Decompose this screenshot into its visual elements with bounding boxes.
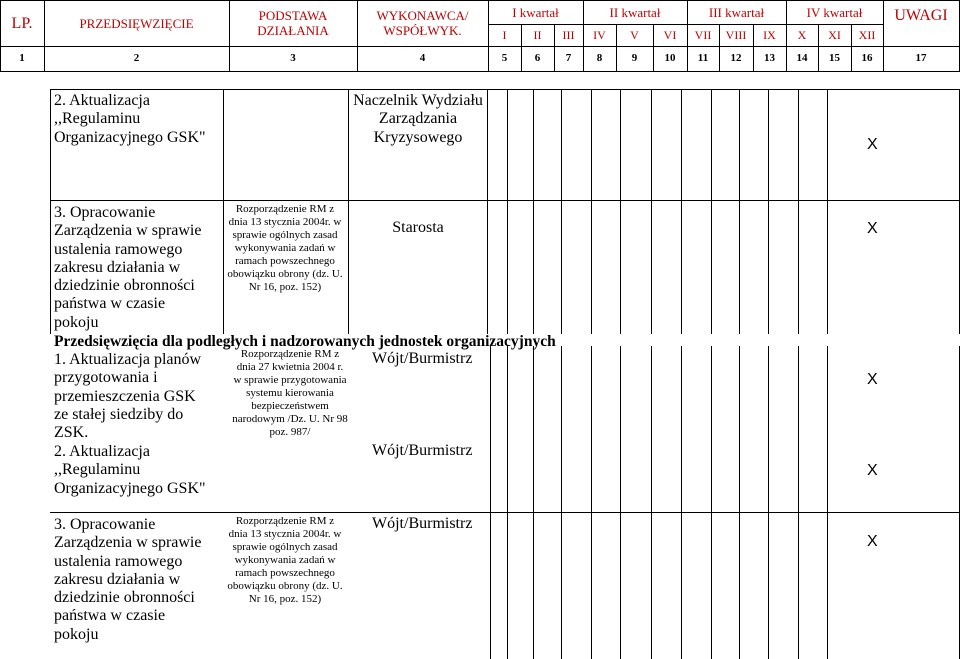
task-line: państwa w czasie (54, 607, 166, 625)
col-num-14: 14 (796, 52, 808, 64)
col-num-9: 9 (631, 52, 638, 64)
executor-line: Naczelnik Wydziału (353, 92, 483, 109)
header-month-10: X (797, 27, 807, 42)
task-line: 3. Opracowanie (54, 204, 156, 221)
basis-line: sprawie ogólnych zasad (232, 541, 338, 553)
header-wykonawca-line1: WYKONAWCA/ (376, 8, 469, 23)
row-task (54, 516, 201, 644)
col-num-5: 5 (501, 52, 508, 64)
basis-line: obowiązku obrony (dz. U. (227, 580, 343, 592)
header-month-8: VIII (725, 27, 747, 42)
col-num-8: 8 (596, 52, 603, 64)
task-line: dziedzinie obronności (54, 589, 195, 607)
header-month-1: I (502, 27, 507, 42)
header-quarter-2: II kwartał (609, 4, 661, 20)
basis-line: dnia 27 kwietnia 2004 r. (236, 361, 344, 373)
task-line: ,,Regulaminu (54, 110, 141, 128)
col-num-11: 11 (697, 52, 709, 64)
header-month-9: IX (763, 27, 776, 42)
row-executor: Wójt/Burmistrz (372, 442, 473, 459)
header-quarter-1: I kwartał (512, 4, 559, 20)
task-line: zakresu działania w (54, 570, 181, 588)
row-basis (224, 203, 346, 294)
basis-line: ramach powszechnego (235, 255, 335, 267)
col-num-16: 16 (861, 52, 873, 64)
col-num-17: 17 (915, 52, 927, 64)
row-executor (352, 92, 484, 147)
task-line: ZSK. (54, 424, 89, 442)
col-num-6: 6 (534, 52, 541, 64)
header-quarter-4: IV kwartał (806, 4, 863, 20)
col-num-1: 1 (19, 52, 25, 64)
task-line: pokoju (54, 625, 99, 643)
row-task (54, 351, 201, 442)
header-month-12: XII (858, 27, 876, 42)
basis-line: Nr 16, poz. 152) (248, 593, 322, 605)
basis-line: Rozporządzenie RM z (235, 203, 335, 215)
header-month-2: II (533, 27, 542, 42)
row-mark: X (867, 220, 878, 237)
row-mark: X (867, 462, 878, 479)
task-line: 1. Aktualizacja planów (54, 351, 202, 368)
col-num-4: 4 (419, 52, 426, 64)
basis-line: systemu kierowania (246, 387, 334, 399)
header-quarter-3: III kwartał (708, 4, 765, 20)
task-line: 2. Aktualizacja (54, 443, 150, 460)
header-wykonawca-line2: WSPÓŁWYK. (383, 23, 462, 38)
section-title: Przedsięwzięcia dla podległych i nadzorowanych jednostek organizacyjnych (54, 333, 556, 350)
header-month-5: V (630, 27, 639, 42)
row-basis (224, 515, 346, 606)
task-line: ustalenia ramowego (54, 552, 183, 570)
task-line: ustalenia ramowego (54, 240, 183, 258)
task-line: ,,Regulaminu (54, 461, 141, 479)
basis-line: narodowym /Dz. U. Nr 98 (232, 413, 348, 425)
task-line: 3. Opracowanie (54, 516, 156, 533)
header-table (0, 0, 960, 72)
task-line: zakresu działania w (54, 258, 181, 276)
header-podstawa (229, 0, 357, 46)
row-task (54, 92, 206, 147)
header-month-6: VI (663, 27, 677, 42)
row-executor: Wójt/Burmistrz (372, 515, 473, 532)
executor-line: Zarządzania (378, 110, 458, 128)
header-przedsiewziecie: PRZEDSIĘWZIĘCIE (79, 15, 194, 31)
header-wykonawca (357, 0, 488, 46)
header-month-11: XI (828, 27, 841, 42)
row-mark: X (867, 533, 878, 550)
header-month-4: IV (593, 27, 606, 42)
col-num-2: 2 (133, 52, 140, 64)
row-basis (224, 348, 356, 439)
row-mark: X (867, 136, 878, 153)
header-month-3: III (562, 27, 575, 42)
header-podstawa-line2: DZIAŁANIA (257, 23, 329, 38)
task-line: ze stałej siedziby do (54, 405, 184, 423)
row-task (54, 443, 206, 498)
task-line: przygotowania i (54, 369, 158, 387)
basis-line: Rozporządzenie RM z (235, 515, 335, 527)
basis-line: bezpieczeństwem (251, 400, 329, 412)
col-num-3: 3 (290, 52, 296, 64)
basis-line: ramach powszechnego (235, 567, 335, 579)
task-line: państwa w czasie (54, 295, 166, 313)
basis-line: dnia 13 stycznia 2004r. w (228, 528, 342, 540)
row-executor: Starosta (392, 219, 444, 236)
task-line: Zarządzenia w sprawie (54, 222, 202, 240)
basis-line: wykonywania zadań w (234, 554, 336, 566)
header-month-7: VII (694, 27, 712, 42)
task-line: przemieszczenia GSK (54, 387, 196, 405)
basis-line: Rozporządzenie RM z (240, 348, 340, 360)
basis-line: w sprawie przygotowania (233, 374, 347, 386)
basis-line: wykonywania zadań w (234, 242, 336, 254)
row-task (54, 204, 201, 332)
header-uwagi: UWAGI (894, 6, 948, 24)
col-num-15: 15 (829, 52, 840, 64)
basis-line: sprawie ogólnych zasad (232, 229, 338, 241)
task-line: 2. Aktualizacja (54, 92, 150, 109)
executor-line: Kryzysowego (373, 128, 463, 146)
task-line: Zarządzenia w sprawie (54, 534, 202, 552)
task-line: Organizacyjnego GSK" (54, 128, 206, 146)
basis-line: Nr 16, poz. 152) (248, 281, 322, 293)
basis-line: dnia 13 stycznia 2004r. w (228, 216, 342, 228)
header-lp: LP. (11, 14, 33, 32)
task-line: pokoju (54, 313, 99, 331)
col-num-7: 7 (565, 52, 572, 64)
task-line: Organizacyjnego GSK" (54, 479, 206, 497)
row-executor: Wójt/Burmistrz (372, 350, 473, 367)
col-num-10: 10 (664, 52, 676, 64)
col-num-12: 12 (730, 52, 742, 64)
basis-line: obowiązku obrony (dz. U. (227, 268, 343, 280)
row-mark: X (867, 371, 878, 388)
header-podstawa-line1: PODSTAWA (258, 8, 328, 23)
basis-line: poz. 987/ (269, 426, 311, 438)
col-num-13: 13 (764, 52, 775, 64)
task-line: dziedzinie obronności (54, 277, 195, 295)
